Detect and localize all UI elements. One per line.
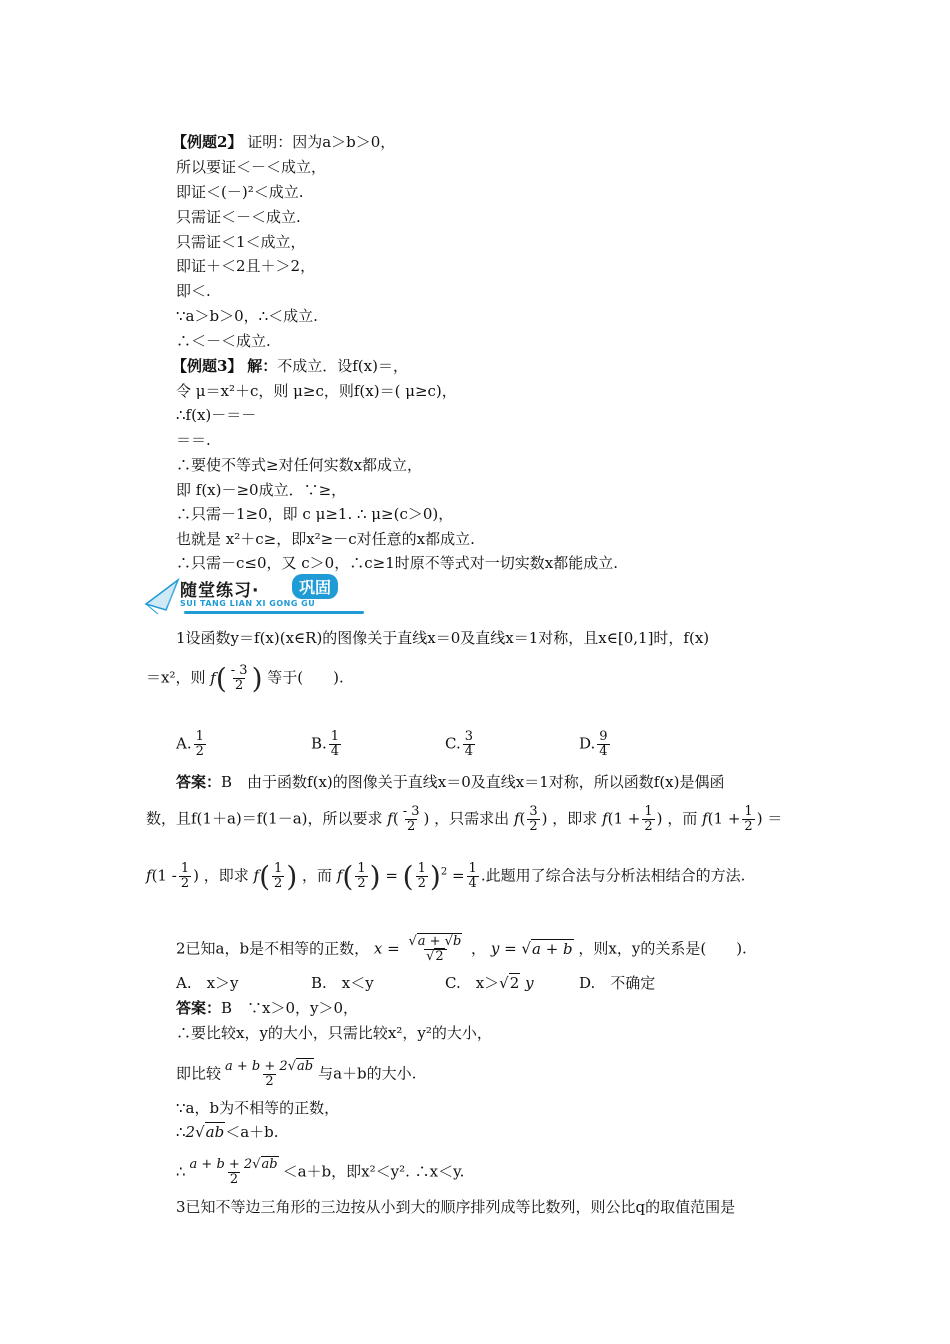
banner-title: 随堂练习· (180, 581, 260, 601)
answer-label: 答案： (176, 773, 222, 791)
example3-line-6: 即 f(x)－≥0成立．∵≥， (176, 481, 347, 499)
numerator: 9 (599, 729, 608, 744)
q2-answer-line-2: ∴要比较x，y的大小，只需比较x²，y²的大小， (176, 1024, 492, 1042)
q1-stem-text: ＝x²，则 (146, 668, 206, 687)
fraction (188, 1158, 281, 1187)
denominator: 4 (464, 744, 473, 759)
paper-plane-icon (144, 574, 184, 620)
answer-label: 答案： (176, 999, 222, 1017)
sqrt-term: ab (261, 1157, 278, 1172)
answer-text: 与a＋b的大小. (318, 1064, 417, 1083)
q2-stem-text: ， (471, 939, 487, 958)
example2-line-3: 即证＜(－)²＜成立. (176, 183, 304, 201)
denominator: 4 (468, 876, 477, 891)
answer-text: B ∵x＞0，y＞0， (221, 999, 359, 1017)
banner-subtitle: SUI TANG LIAN XI GONG GU (180, 599, 316, 608)
exponent: 2 (440, 866, 448, 878)
example3-line-8: 也就是 x²＋c≥，即x²≥－c对任意的x都成立. (176, 530, 475, 548)
q1-answer-line-1 (176, 772, 724, 792)
math-f: f (336, 866, 343, 885)
example3-line-1: 不成立．设f(x)＝， (277, 357, 408, 375)
numerator: 3 (464, 729, 473, 744)
denominator: 2 (529, 819, 538, 834)
denominator: 2 (274, 876, 283, 891)
sqrt-term: ab (205, 1123, 225, 1141)
answer-text: ，即求 (552, 809, 598, 828)
answer-text: ∴ (176, 1162, 186, 1181)
example3-line-3: ∴f(x)－＝－ (176, 406, 257, 424)
denominator: 2 (265, 1074, 274, 1089)
answer-text: ，即求 (203, 866, 249, 885)
q2-stem-text: 2已知a，b是不相等的正数， (176, 939, 370, 958)
q2-option-a[interactable]: A. x＞y (176, 974, 239, 992)
fraction (597, 730, 609, 759)
numerator: 1 (357, 861, 366, 876)
fraction (467, 862, 479, 891)
numerator: 1 (180, 861, 190, 876)
practice-banner (144, 574, 374, 620)
q1-answer-line-3: f(1 - $\frac{1}{2}$ ) ，即求 f( $\frac{1}{2}$ ) ，而 f( $\frac{1}{2}$ ) = ( $\frac{1}{2}$ )$^2$ = $\frac{1}{4}$ .此题用了综合法与分析法相结合的方法. (146, 859, 746, 893)
option-tail: y (525, 974, 534, 992)
denominator: 2 (744, 819, 753, 834)
denominator: 2 (357, 876, 366, 891)
q1-stem-line-1: 1设函数y＝f(x)(x∈R)的图像关于直线x＝0及直线x＝1对称，且x∈[0,1]时，f(x) (176, 629, 710, 647)
numerator: - 3 (230, 663, 248, 678)
answer-text: 即比较 (176, 1064, 222, 1083)
fraction (223, 1060, 316, 1089)
q1-option-c[interactable] (445, 730, 477, 759)
q2-stem: 2已知a，b是不相等的正数， x = $\frac{√a + √b}{√2}$ ， y = √a + b ，则x，y的关系是( ). (176, 934, 747, 964)
option-label: C. x＞ (445, 974, 500, 992)
fraction (416, 862, 428, 891)
math-term: a + b + 2 (189, 1157, 253, 1172)
math-term: 1 - (157, 866, 177, 885)
math-f: f (602, 809, 608, 828)
denominator: 2 (235, 678, 244, 693)
answer-text: ，只需求出 (434, 809, 510, 828)
q2-answer-line-6 (176, 1158, 464, 1187)
q3-stem: 3已知不等边三角形的三边按从小到大的顺序排列成等比数列，则公比q的取值范围是 (176, 1198, 736, 1216)
q1-answer-line-2: 数，且f(1＋a)＝f(1－a)，所以要求 f( $\frac{- 3}{2}$ ) ，只需求出 f( $\frac{3}{2}$ ) ，即求 f(1 + $\frac{1}{2}$ ) ，而 f(1 + $\frac{1}{2}$ ) ＝ (146, 804, 783, 834)
banner-underline (184, 611, 364, 614)
sqrt-term: 2 (509, 974, 520, 992)
example3-line-7: ∴只需－1≥0，即 c μ≥1. ∴ μ≥(c＞0)， (176, 505, 454, 523)
option-label: B. (311, 734, 327, 753)
q1-stem-tail: 等于( ). (267, 668, 344, 687)
answer-text: ∴ (176, 1123, 186, 1141)
fraction (527, 805, 539, 834)
q2-option-d[interactable]: D. 不确定 (579, 974, 656, 992)
banner-highlight: 巩固 (292, 574, 338, 599)
fraction (406, 935, 464, 964)
sqrt-term: ab (296, 1059, 314, 1074)
answer-text: ＜a＋b，即x²＜y². ∴x＜y. (282, 1162, 465, 1181)
math-f: f (146, 866, 152, 885)
example2-line-1: 证明：因为a＞b＞0， (247, 133, 396, 151)
denominator: 2 (180, 876, 190, 891)
q1-expr-f-neg-3-2: f( $\frac{- 3}{2}$ ) (210, 661, 263, 695)
example3-solution-label: 解： (247, 357, 278, 375)
example2-line-9: ∴＜－＜成立. (176, 332, 271, 350)
example2-line-6: 即证＋＜2且＋＞2， (176, 257, 316, 275)
numerator: 1 (468, 861, 477, 876)
answer-text: ＝ (767, 809, 783, 828)
q1-option-a[interactable] (176, 730, 208, 759)
answer-text: .此题用了综合法与分析法相结合的方法. (480, 866, 746, 885)
q1-option-b[interactable] (311, 730, 343, 759)
denominator: 2 (406, 819, 416, 834)
math-x-eq: x = (373, 939, 400, 958)
option-label: C. (445, 734, 461, 753)
sqrt-term: 2 (435, 949, 444, 964)
math-f: f (210, 668, 216, 687)
example2-line-7: 即＜. (176, 282, 211, 300)
fraction (463, 730, 475, 759)
math-f: f (513, 809, 520, 828)
sqrt-term: a + b (531, 939, 573, 958)
denominator: 2 (229, 1172, 239, 1187)
math-y-eq: y = (490, 939, 517, 958)
answer-text: ，而 (667, 809, 698, 828)
numerator: 1 (274, 861, 283, 876)
q2-stem-text: ，则x，y的关系是( ). (578, 939, 747, 958)
answer-text: B 由于函数f(x)的图像关于直线x＝0及直线x＝1对称，所以函数f(x)是偶函 (221, 773, 725, 791)
q2-option-b[interactable]: B. x＜y (311, 974, 374, 992)
q2-answer-line-1 (176, 998, 358, 1018)
fraction (272, 862, 284, 891)
fraction (179, 862, 191, 891)
example2-line-4: 只需证＜－＜成立. (176, 208, 301, 226)
example3-line-2: 令 μ＝x²＋c，则 μ≥c，则f(x)＝( μ≥c)， (176, 382, 457, 400)
math-term: a + b + 2 (225, 1059, 288, 1074)
math-term: 1 + (713, 809, 741, 828)
example3-line-4: ＝＝. (176, 431, 211, 449)
answer-text: ＜a＋b. (225, 1123, 279, 1141)
sqrt-term: a + √b (417, 934, 462, 949)
answer-text: 数，且f(1＋a)＝f(1－a)，所以要求 (146, 809, 383, 828)
q2-answer-line-3 (176, 1060, 416, 1089)
fraction (329, 730, 341, 759)
q2-answer-line-5: ∴2√ab＜a＋b. (176, 1123, 279, 1141)
denominator: 4 (330, 744, 340, 759)
numerator: 1 (417, 861, 426, 876)
denominator: 2 (644, 819, 653, 834)
example3-line-5: ∴要使不等式≥对任何实数x都成立， (176, 456, 423, 474)
denominator: 4 (599, 744, 608, 759)
q1-option-d[interactable] (579, 730, 612, 759)
denominator: 2 (417, 876, 426, 891)
fraction (742, 805, 754, 834)
numerator: a + b + 2√ab (189, 1157, 278, 1172)
fraction (401, 805, 422, 834)
numerator: 1 (744, 804, 753, 819)
example2-line-5: 只需证＜1＜成立， (176, 233, 306, 251)
numerator: 3 (529, 804, 538, 819)
q2-option-c[interactable]: C. x＞√2 y (445, 974, 534, 992)
math-term: 1 + (613, 809, 641, 828)
fraction (229, 664, 250, 693)
q2-answer-line-4: ∵a，b为不相等的正数， (176, 1099, 340, 1117)
numerator: 1 (330, 729, 340, 744)
example3-line-9: ∴只需－c≤0，又 c＞0，∴c≥1时原不等式对一切实数x都能成立. (176, 554, 618, 572)
fraction (642, 805, 654, 834)
math-f: f (387, 809, 393, 828)
numerator: a + b + 2√ab (225, 1059, 314, 1074)
answer-text: ，而 (302, 866, 333, 885)
option-label: D. (579, 734, 596, 753)
math-term: 2 (185, 1123, 196, 1141)
fraction (355, 862, 367, 891)
example3-heading (172, 356, 408, 376)
numerator: √a + √b (408, 934, 462, 949)
math-f: f (702, 809, 708, 828)
option-label: A. (176, 734, 192, 753)
denominator: 2 (195, 744, 204, 759)
q1-stem-line-2 (146, 661, 344, 695)
example2-line-8: ∵a＞b＞0，∴＜成立. (176, 307, 318, 325)
example3-label: 【例题3】 (172, 357, 243, 375)
numerator: - 3 (402, 804, 420, 819)
example2-heading (172, 132, 395, 152)
fraction (194, 730, 206, 759)
denominator: √2 (424, 949, 447, 964)
example2-line-2: 所以要证＜－＜成立， (176, 158, 327, 176)
numerator: 1 (195, 729, 204, 744)
math-f: f (253, 866, 260, 885)
numerator: 1 (644, 804, 653, 819)
example2-label: 【例题2】 (172, 133, 243, 151)
